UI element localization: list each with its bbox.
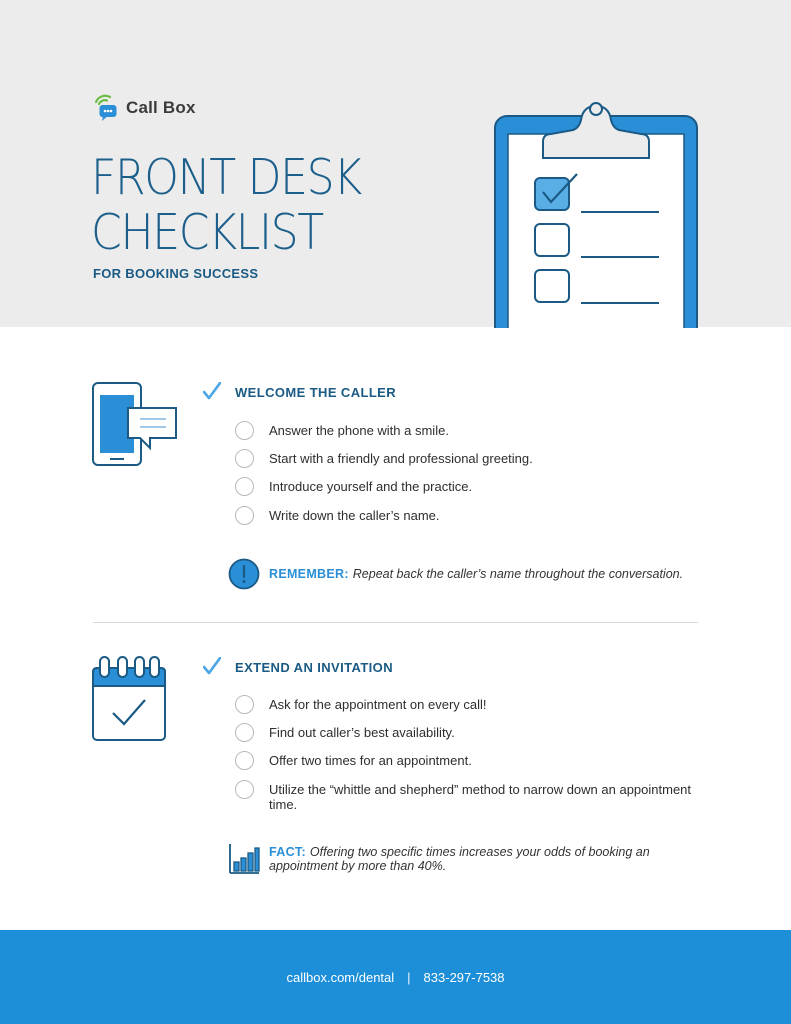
- checklist-item[interactable]: [235, 697, 709, 714]
- fact-note-text: [269, 845, 701, 873]
- checkbox-circle[interactable]: [235, 421, 254, 440]
- checkbox-circle[interactable]: [235, 506, 254, 525]
- footer-website-link[interactable]: callbox.com/dental: [286, 969, 395, 985]
- section-heading-welcome: WELCOME THE CALLER: [235, 385, 397, 400]
- checklist-item-text: Start with a friendly and professional greeting.: [269, 451, 533, 466]
- exclamation-circle-icon: [228, 558, 260, 590]
- checklist-item-text: Ask for the appointment on every call!: [269, 697, 487, 712]
- checkbox-circle[interactable]: [235, 695, 254, 714]
- fact-text: Offering two specific times increases your odds of booking an appointment by more than 40%.: [269, 845, 650, 873]
- checklist-item[interactable]: [235, 423, 709, 440]
- fact-label: FACT:: [269, 845, 306, 859]
- page-title: [91, 150, 361, 260]
- logo-text: Call Box: [126, 98, 196, 117]
- phone-chat-icon: [92, 382, 178, 468]
- checklist-item-text: Answer the phone with a smile.: [269, 423, 449, 438]
- checkbox-circle[interactable]: [235, 477, 254, 496]
- bar-chart-icon: [228, 843, 260, 875]
- calendar-check-icon: [92, 656, 168, 742]
- section-divider: [93, 622, 698, 623]
- checklist-item-text: Introduce yourself and the practice.: [269, 479, 473, 494]
- footer-bar: [0, 930, 791, 1024]
- remember-note-text: [269, 567, 689, 581]
- checklist-item-text: Utilize the “whittle and shepherd” method to narrow down an appointment time.: [269, 782, 692, 812]
- header-banner: [0, 0, 791, 327]
- checkbox-circle[interactable]: [235, 723, 254, 742]
- checklist-item-text: Write down the caller’s name.: [269, 508, 440, 523]
- checklist-item-text: Offer two times for an appointment.: [269, 753, 472, 768]
- page-subtitle: FOR BOOKING SUCCESS: [93, 266, 259, 281]
- remember-label: REMEMBER:: [269, 567, 349, 581]
- checkbox-circle[interactable]: [235, 751, 254, 770]
- callbox-logo[interactable]: [93, 93, 196, 123]
- checklist-item[interactable]: [235, 479, 709, 496]
- checkmark-icon: [203, 657, 221, 675]
- fact-note: [228, 843, 701, 875]
- remember-note: [228, 558, 689, 590]
- title-line-1: FRONT DESK: [91, 149, 361, 206]
- checklist-item-text: Find out caller’s best availability.: [269, 725, 455, 740]
- footer-separator: |: [407, 969, 411, 985]
- title-line-2: CHECKLIST: [91, 204, 323, 261]
- clipboard-checklist-icon: [493, 94, 699, 328]
- footer-phone-link[interactable]: 833-297-7538: [423, 969, 505, 985]
- checkmark-icon: [203, 382, 221, 400]
- checklist-item[interactable]: [235, 508, 709, 525]
- section-heading-invitation: EXTEND AN INVITATION: [235, 660, 393, 675]
- checklist-item[interactable]: [235, 753, 709, 770]
- checkbox-circle[interactable]: [235, 449, 254, 468]
- remember-text: Repeat back the caller’s name throughout the conversation.: [352, 567, 684, 581]
- callbox-logo-icon: [93, 93, 121, 123]
- checkbox-circle[interactable]: [235, 780, 254, 799]
- checklist-item[interactable]: [235, 782, 709, 812]
- checklist-item[interactable]: [235, 451, 709, 468]
- checklist-item[interactable]: [235, 725, 709, 742]
